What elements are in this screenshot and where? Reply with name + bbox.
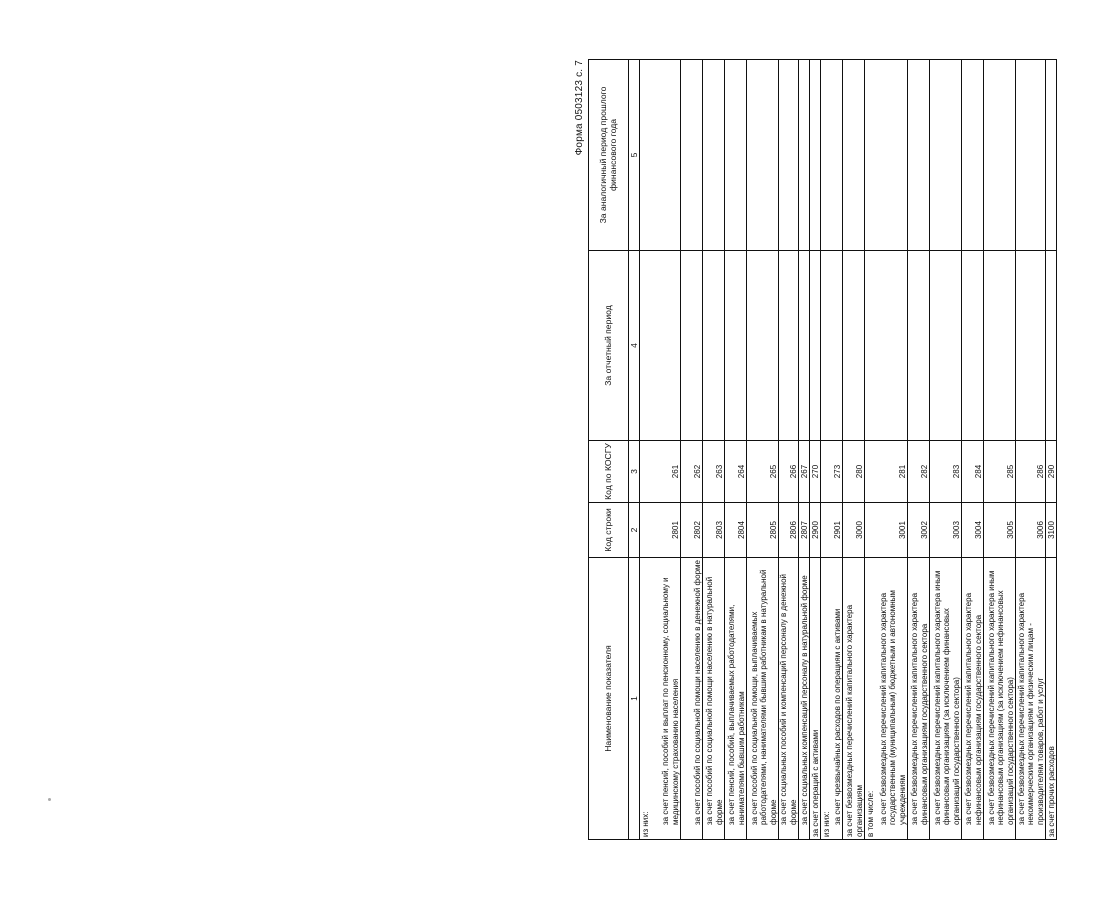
- row-previous-value: [876, 60, 908, 251]
- row-code: 2801: [651, 503, 681, 558]
- row-previous-value: [725, 60, 747, 251]
- row-previous-value: [810, 60, 821, 251]
- row-previous-value: [681, 60, 703, 251]
- table-row: [821, 60, 832, 840]
- row-code: 3004: [962, 503, 984, 558]
- row-current-value: [725, 251, 747, 441]
- row-name: за счет безвозмездных перечислений капитального характера нефинансовым организациям государственного сектора: [962, 558, 984, 840]
- column-number: 3: [629, 441, 640, 503]
- row-code: 2900: [810, 503, 821, 558]
- row-previous-value: [843, 60, 865, 251]
- row-previous-value: [930, 60, 962, 251]
- column-numbers-row: [629, 60, 640, 840]
- table-row: [832, 60, 843, 840]
- row-kosgu: 266: [779, 441, 799, 503]
- row-previous-value: [821, 60, 832, 251]
- row-previous-value: [640, 60, 651, 251]
- row-code: 2901: [832, 503, 843, 558]
- row-kosgu: 284: [962, 441, 984, 503]
- row-previous-value: [1016, 60, 1046, 251]
- row-kosgu: 267: [799, 441, 810, 503]
- row-name: за счет пенсий, пособий и выплат по пенсионному, социальному и медицинскому страхованию населения: [651, 558, 681, 840]
- row-previous-value: [832, 60, 843, 251]
- row-name: за счет операций с активами: [810, 558, 821, 840]
- row-kosgu: [640, 441, 651, 503]
- row-name: за счет пособий по социальной помощи, выплачиваемых работодателями, нанимателями бывшим работникам в натуральной форме: [747, 558, 779, 840]
- row-name: за счет пенсий, пособий, выплачиваемых работодателями, нанимателями бывшим работникам: [725, 558, 747, 840]
- column-number: 1: [629, 558, 640, 840]
- table-row: [865, 60, 876, 840]
- row-kosgu: [821, 441, 832, 503]
- row-kosgu: 262: [681, 441, 703, 503]
- row-code: 2805: [747, 503, 779, 558]
- column-number: 5: [629, 60, 640, 251]
- row-kosgu: 263: [703, 441, 725, 503]
- row-kosgu: 280: [843, 441, 865, 503]
- row-previous-value: [962, 60, 984, 251]
- row-name: за счет пособий по социальной помощи населению в натуральной форме: [703, 558, 725, 840]
- row-name: в том числе:: [865, 558, 876, 840]
- row-current-value: [703, 251, 725, 441]
- row-kosgu: 261: [651, 441, 681, 503]
- row-code: [640, 503, 651, 558]
- row-code: 2803: [703, 503, 725, 558]
- row-code: 2802: [681, 503, 703, 558]
- table-row: [908, 60, 930, 840]
- table-row: [876, 60, 908, 840]
- header-previous: За аналогичный период прошлого финансового года: [589, 60, 629, 251]
- rotated-page: [574, 60, 1100, 840]
- row-name: за счет безвозмездных перечислений капитального характера некоммерческим организациям и физическим лицам - производителям товаров, работ и услуг: [1016, 558, 1046, 840]
- row-kosgu: 265: [747, 441, 779, 503]
- row-current-value: [876, 251, 908, 441]
- row-current-value: [984, 251, 1016, 441]
- row-kosgu: 285: [984, 441, 1016, 503]
- row-current-value: [681, 251, 703, 441]
- table-row: [651, 60, 681, 840]
- row-current-value: [821, 251, 832, 441]
- row-name: из них:: [821, 558, 832, 840]
- header-kosgu: Код по КОСГУ: [589, 441, 629, 503]
- row-current-value: [747, 251, 779, 441]
- row-code: 3003: [930, 503, 962, 558]
- table-row: [640, 60, 651, 840]
- row-previous-value: [703, 60, 725, 251]
- row-name: за счет безвозмездных перечислений капитального характера иным финансовым организациям (за исключением финансовых организаций государственного сектора): [930, 558, 962, 840]
- row-name: за счет безвозмездных перечислений капитального характера организациям: [843, 558, 865, 840]
- row-code: 2804: [725, 503, 747, 558]
- table-row: [703, 60, 725, 840]
- row-current-value: [640, 251, 651, 441]
- table-row: [984, 60, 1016, 840]
- report-table: [588, 59, 1057, 840]
- row-current-value: [865, 251, 876, 441]
- table-row: [747, 60, 779, 840]
- table-row: [681, 60, 703, 840]
- column-number: 2: [629, 503, 640, 558]
- header-current: За отчетный период: [589, 251, 629, 441]
- row-previous-value: [908, 60, 930, 251]
- row-current-value: [832, 251, 843, 441]
- row-kosgu: 282: [908, 441, 930, 503]
- row-kosgu: 270: [810, 441, 821, 503]
- row-previous-value: [747, 60, 779, 251]
- row-code: 3006: [1016, 503, 1046, 558]
- row-name: за счет чрезвычайных расходов по операциям с активами: [832, 558, 843, 840]
- table-row: [779, 60, 799, 840]
- table-row: [810, 60, 821, 840]
- row-name: за счет прочих расходов: [1046, 558, 1057, 840]
- row-previous-value: [799, 60, 810, 251]
- table-row: [930, 60, 962, 840]
- header-name: Наименование показателя: [589, 558, 629, 840]
- table-row: [962, 60, 984, 840]
- row-previous-value: [984, 60, 1016, 251]
- table-row: [725, 60, 747, 840]
- header-row: [589, 60, 629, 840]
- row-previous-value: [1046, 60, 1057, 251]
- row-code: 3001: [876, 503, 908, 558]
- row-current-value: [779, 251, 799, 441]
- row-kosgu: 286: [1016, 441, 1046, 503]
- row-current-value: [1016, 251, 1046, 441]
- row-kosgu: 273: [832, 441, 843, 503]
- row-kosgu: 283: [930, 441, 962, 503]
- row-current-value: [810, 251, 821, 441]
- row-name: из них:: [640, 558, 651, 840]
- row-code: 3000: [843, 503, 865, 558]
- table-row: [1046, 60, 1057, 840]
- row-current-value: [1046, 251, 1057, 441]
- row-previous-value: [865, 60, 876, 251]
- row-name: за счет социальных пособий и компенсаций персоналу в денежной форме: [779, 558, 799, 840]
- row-current-value: [843, 251, 865, 441]
- form-label: Форма 0503123 с. 7: [574, 60, 585, 156]
- table-row: [1016, 60, 1046, 840]
- row-current-value: [962, 251, 984, 441]
- row-code: 3005: [984, 503, 1016, 558]
- row-code: [821, 503, 832, 558]
- table-row: [799, 60, 810, 840]
- row-current-value: [799, 251, 810, 441]
- row-code: 3100: [1046, 503, 1057, 558]
- row-code: [865, 503, 876, 558]
- row-name: за счет пособий по социальной помощи населению в денежной форме: [681, 558, 703, 840]
- scan-speck: [48, 798, 51, 801]
- row-name: за счет безвозмездных перечислений капитального характера финансовым организациям государственного сектора: [908, 558, 930, 840]
- column-number: 4: [629, 251, 640, 441]
- row-kosgu: 290: [1046, 441, 1057, 503]
- row-current-value: [930, 251, 962, 441]
- table-row: [843, 60, 865, 840]
- row-kosgu: 264: [725, 441, 747, 503]
- row-name: за счет социальных компенсаций персоналу в натуральной форме: [799, 558, 810, 840]
- row-code: 2806: [779, 503, 799, 558]
- row-code: 2807: [799, 503, 810, 558]
- header-code: Код строки: [589, 503, 629, 558]
- row-name: за счет безвозмездных перечислений капитального характера иным нефинансовым организациям (за исключением нефинансовых организаций государственного сектора): [984, 558, 1016, 840]
- row-previous-value: [651, 60, 681, 251]
- row-previous-value: [779, 60, 799, 251]
- row-code: 3002: [908, 503, 930, 558]
- row-kosgu: [865, 441, 876, 503]
- row-name: за счет безвозмездных перечислений капитального характера государственным (муниципальным) бюджетным и автономным учреждениям: [876, 558, 908, 840]
- row-current-value: [651, 251, 681, 441]
- row-current-value: [908, 251, 930, 441]
- row-kosgu: 281: [876, 441, 908, 503]
